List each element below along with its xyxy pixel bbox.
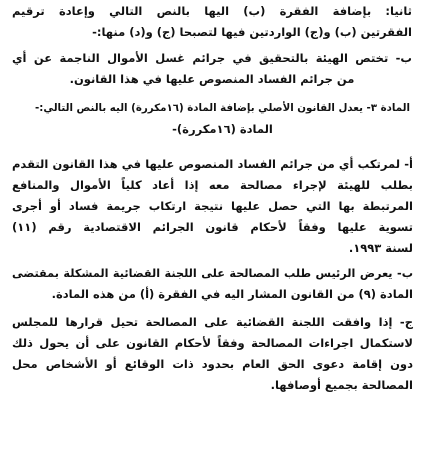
clause-a <box>12 154 413 259</box>
text-line: المادة ٣- يعدل القانون الأصلي بإضافة المادة (١٦مكررة) اليه بالنص التالي:- <box>34 102 410 114</box>
article-3-heading <box>35 98 410 140</box>
text-line: المرتبطة بها التي حصل عليها نتيجة ارتكاب جريمة فساد أو أجرى <box>12 199 413 213</box>
text-line: من جرائم الفساد المنصوص عليها في هذا القانون. <box>69 72 355 86</box>
text-line: ثانيا: بإضافة الفقرة (ب) اليها بالنص التالي وإعادة ترقيم <box>12 4 412 18</box>
clause-c <box>12 312 413 396</box>
text-line: تسوية عليها وفقاً لأحكام قانون الجرائم الاقتصادية رقم (١١) <box>12 220 413 234</box>
text-line: لسنة ١٩٩٣. <box>348 241 413 255</box>
text-line: دون إقامة دعوى الحق العام بحدود ذات الوقائع أو الأشخاص محل <box>12 357 413 371</box>
text-line: ج- إذا وافقت اللجنة القضائية على المصالحة تحيل قرارها للمجلس <box>12 315 413 329</box>
article-16bis-title: المادة (١٦مكررة)- <box>172 122 273 136</box>
text-line: المصالحة بجميع أوصافها. <box>270 378 413 392</box>
text-line: الفقرتين (ب) و(ج) الواردتين فيها لتصبحا (ج) و(د) منها:- <box>92 25 412 39</box>
text-line: لاستكمال اجراءات المصالحة وفقاً لأحكام القانون على أن يحول ذلك <box>12 336 413 350</box>
paragraph-amendment-second <box>12 1 412 43</box>
text-line: ب- يعرض الرئيس طلب المصالحة على اللجنة القضائية المشكلة بمقتضى <box>12 267 413 280</box>
text-line: بطلب للهيئة لإجراء مصالحة معه إذا أعاد كلياً الأموال والمنافع <box>12 178 413 192</box>
text-line: ب- تختص الهيئة بالتحقيق في جرائم غسل الأموال الناجمة عن أي <box>12 51 412 65</box>
paragraph-clause-b-inserted <box>12 48 412 90</box>
text-line: المادة (٩) من القانون المشار اليه في الفقرة (أ) من هذه المادة. <box>51 287 413 301</box>
text-line: أ- لمرتكب أي من جرائم الفساد المنصوص عليها في هذا القانون التقدم <box>12 157 413 171</box>
clause-b <box>12 263 413 305</box>
